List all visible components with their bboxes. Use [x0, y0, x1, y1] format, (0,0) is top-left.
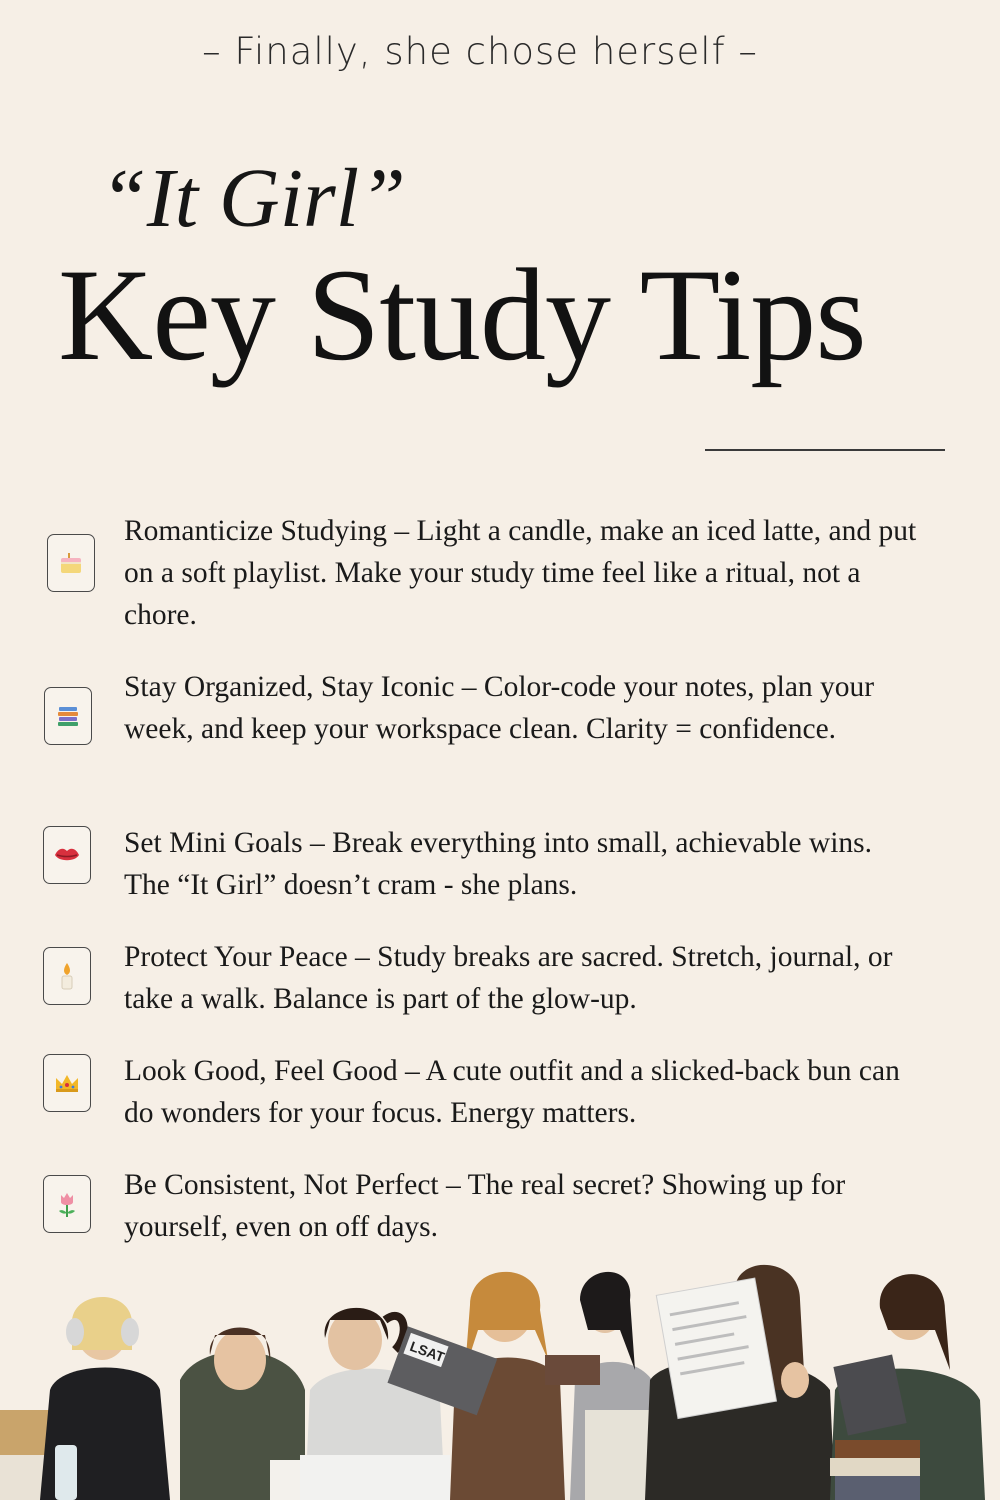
crown-icon	[43, 1054, 91, 1112]
tip-text: Protect Your Peace – Study breaks are sacred. Stretch, journal, or take a walk. Balance is part of the glow-up.	[124, 941, 893, 1015]
study-girl-7	[830, 1274, 985, 1500]
study-girl-2	[180, 1328, 310, 1500]
candle-icon	[43, 947, 91, 1005]
books-icon	[44, 687, 92, 745]
book-label: LSAT	[407, 1337, 447, 1366]
tip-text: Romanticize Studying – Light a candle, make an iced latte, and put on a soft playlist. Make your study time feel like a ritual, not a chore.	[124, 515, 917, 631]
page-title: Key Study Tips	[58, 241, 866, 388]
tagline: – Finally, she chose herself –	[202, 30, 758, 73]
tulip-icon	[43, 1175, 91, 1233]
divider-line	[705, 449, 945, 451]
title-script: “It Girl”	[100, 152, 406, 245]
tip-text: Be Consistent, Not Perfect – The real secret? Showing up for yourself, even on off days.	[124, 1169, 846, 1243]
photo-collage	[0, 1260, 1000, 1500]
cake-icon	[47, 534, 95, 592]
tip-text: Set Mini Goals – Break everything into small, achievable wins. The “It Girl” doesn’t cram - she plans.	[124, 827, 873, 901]
lips-icon	[43, 826, 91, 884]
tip-text: Look Good, Feel Good – A cute outfit and a slicked-back bun can do wonders for your focus. Energy matters.	[124, 1055, 900, 1129]
study-girl-1	[40, 1297, 170, 1500]
tip-text: Stay Organized, Stay Iconic – Color-code your notes, plan your week, and keep your workspace clean. Clarity = confidence.	[124, 671, 875, 745]
study-girl-6	[645, 1265, 835, 1500]
